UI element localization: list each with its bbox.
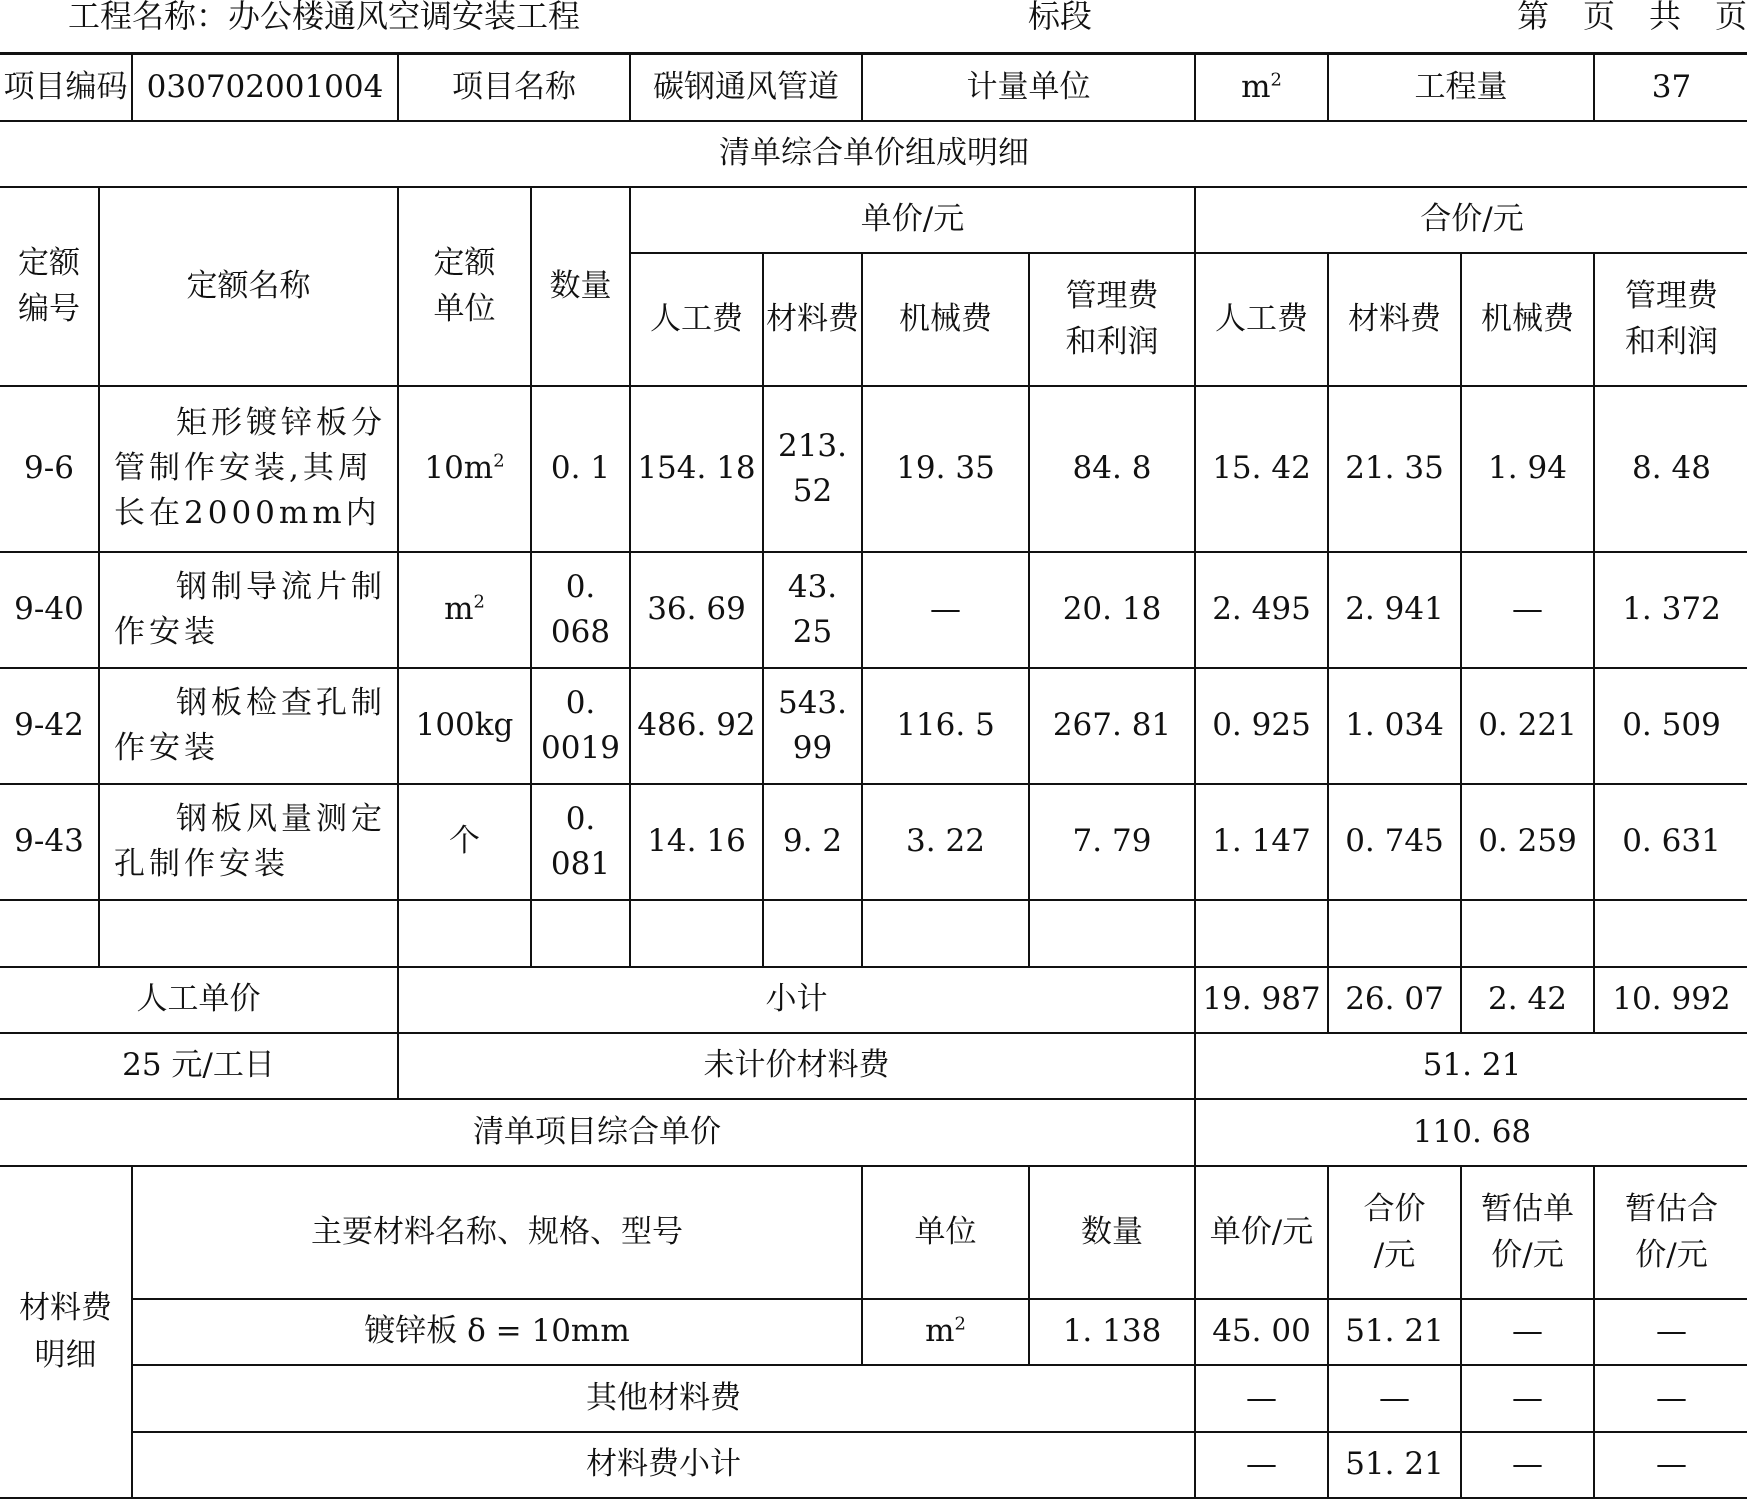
total-labor: 15. 42 (1195, 386, 1328, 552)
table-row (0, 668, 1747, 784)
quantity: 0. 081 (531, 784, 630, 900)
material-qty-header: 数量 (1029, 1166, 1195, 1299)
total-machine: 0. 221 (1461, 668, 1594, 784)
other-material-row (0, 1365, 1747, 1432)
page-word: 第 (1516, 0, 1549, 35)
empty-cell (1461, 900, 1594, 967)
unit-machine: — (862, 552, 1029, 668)
total-mgmt: 0. 509 (1594, 668, 1747, 784)
item-info-row (0, 54, 1747, 121)
unpriced-value: 51. 21 (1195, 1033, 1747, 1099)
unit-material: 213. 52 (763, 386, 862, 552)
empty-cell (398, 900, 531, 967)
quota-unit: 100kg (398, 668, 531, 784)
quota-code: 9-42 (0, 668, 99, 784)
materials-side-label: 材料费 明细 (0, 1166, 132, 1498)
empty-cell (862, 900, 1029, 967)
column-header-row (0, 187, 1747, 253)
sheet-header (0, 0, 1747, 52)
subtotal-material: 26. 07 (1328, 967, 1461, 1033)
unit-labor: 154. 18 (630, 386, 763, 552)
quantity-label: 工程量 (1328, 54, 1594, 121)
section-label: 标段 (1028, 0, 1093, 35)
other-material-est-total: — (1594, 1365, 1747, 1432)
quota-name: 钢板风量测定孔制作安装 (99, 784, 398, 900)
empty-cell (1594, 900, 1747, 967)
empty-cell (0, 900, 99, 967)
unit-mgmt: 20. 18 (1029, 552, 1195, 668)
unit-labor: 14. 16 (630, 784, 763, 900)
total-material: 0. 745 (1328, 784, 1461, 900)
total-price-header: 合价/元 (1195, 187, 1747, 253)
quota-unit: $10m^2$ (398, 386, 531, 552)
measure-unit: $m^2$ (1195, 54, 1328, 121)
table-row (0, 386, 1747, 552)
material-name-header: 主要材料名称、规格、型号 (132, 1166, 862, 1299)
total-mgmt: 1. 372 (1594, 552, 1747, 668)
quota-code: 9-40 (0, 552, 99, 668)
material-subtotal-price: — (1195, 1432, 1328, 1498)
total-material: 1. 034 (1328, 668, 1461, 784)
item-code-label: 项目编码 (0, 54, 132, 121)
table-row (0, 552, 1747, 668)
empty-cell (1328, 900, 1461, 967)
unit-mgmt: 7. 79 (1029, 784, 1195, 900)
composite-row (0, 1099, 1747, 1166)
material-est-total-header: 暂估合 价/元 (1594, 1166, 1747, 1299)
other-material-total: — (1328, 1365, 1461, 1432)
other-material-est-price: — (1461, 1365, 1594, 1432)
unit-machine: 116. 5 (862, 668, 1029, 784)
quota-code: 9-43 (0, 784, 99, 900)
unit-labor: 486. 92 (630, 668, 763, 784)
total-material: 21. 35 (1328, 386, 1461, 552)
unpriced-label: 未计价材料费 (398, 1033, 1195, 1099)
item-code: 030702001004 (132, 54, 398, 121)
total-machine: — (1461, 552, 1594, 668)
page-indicator (1483, 0, 1747, 35)
detail-title: 清单综合单价组成明细 (0, 121, 1747, 187)
other-material-price: — (1195, 1365, 1328, 1432)
subtotal-row (0, 967, 1747, 1033)
page-word: 共 (1648, 0, 1681, 35)
composite-label: 清单项目综合单价 (0, 1099, 1195, 1166)
unit-material: 9. 2 (763, 784, 862, 900)
unit-machine: 3. 22 (862, 784, 1029, 900)
material-unit: $m^2$ (862, 1299, 1029, 1365)
subtotal-mgmt: 10. 992 (1594, 967, 1747, 1033)
total-labor: 2. 495 (1195, 552, 1328, 668)
material-subtotal-row (0, 1432, 1747, 1498)
empty-cell (1195, 900, 1328, 967)
total-material: 2. 941 (1328, 552, 1461, 668)
total-machine: 0. 259 (1461, 784, 1594, 900)
quota-name: 矩形镀锌板分管制作安装,其周长在2000mm内 (99, 386, 398, 552)
unit-labor: 36. 69 (630, 552, 763, 668)
material-est-price: — (1461, 1299, 1594, 1365)
subtotal-labor: 19. 987 (1195, 967, 1328, 1033)
unit-machine: 19. 35 (862, 386, 1029, 552)
unit-material: 43. 25 (763, 552, 862, 668)
quota-name-header: 定额名称 (99, 187, 398, 386)
material-est-total: — (1594, 1299, 1747, 1365)
material-subtotal-label: 材料费小计 (132, 1432, 1195, 1498)
quota-code: 9-6 (0, 386, 99, 552)
empty-cell (531, 900, 630, 967)
material-name: 镀锌板 δ = 10mm (132, 1299, 862, 1365)
material-price: 45. 00 (1195, 1299, 1328, 1365)
labor-rate-label: 人工单价 (0, 967, 398, 1033)
item-name: 碳钢通风管道 (630, 54, 862, 121)
empty-cell (1029, 900, 1195, 967)
material-qty: 1. 138 (1029, 1299, 1195, 1365)
unit-material: 543. 99 (763, 668, 862, 784)
unit-price-analysis-table (0, 52, 1747, 1499)
unit-material-header: 材料费 (763, 253, 862, 386)
subtotal-label: 小计 (398, 967, 1195, 1033)
total-mgmt-header: 管理费 和利润 (1594, 253, 1747, 386)
unit-mgmt: 84. 8 (1029, 386, 1195, 552)
page-word: 页 (1714, 0, 1747, 35)
subtotal-machine: 2. 42 (1461, 967, 1594, 1033)
material-subtotal-total: 51. 21 (1328, 1432, 1461, 1498)
material-row (0, 1299, 1747, 1365)
empty-cell (99, 900, 398, 967)
table-row (0, 784, 1747, 900)
total-material-header: 材料费 (1328, 253, 1461, 386)
quota-code-header: 定额编号 (0, 187, 99, 386)
page-word: 页 (1582, 0, 1615, 35)
empty-row (0, 900, 1747, 967)
measure-unit-label: 计量单位 (862, 54, 1195, 121)
total-labor: 1. 147 (1195, 784, 1328, 900)
total-machine-header: 机械费 (1461, 253, 1594, 386)
total-labor: 0. 925 (1195, 668, 1328, 784)
quantity: 0. 1 (531, 386, 630, 552)
unit-labor-header: 人工费 (630, 253, 763, 386)
unit-machine-header: 机械费 (862, 253, 1029, 386)
empty-cell (763, 900, 862, 967)
material-price-header: 单价/元 (1195, 1166, 1328, 1299)
material-est-price-header: 暂估单 价/元 (1461, 1166, 1594, 1299)
material-subtotal-est-total: — (1594, 1432, 1747, 1498)
empty-cell (630, 900, 763, 967)
materials-header-row (0, 1166, 1747, 1299)
quantity-header: 数量 (531, 187, 630, 386)
quota-name: 钢板检查孔制作安装 (99, 668, 398, 784)
quota-name: 钢制导流片制作安装 (99, 552, 398, 668)
labor-rate: 25 元/工日 (0, 1033, 398, 1099)
other-material-label: 其他材料费 (132, 1365, 1195, 1432)
quantity-value: 37 (1594, 54, 1747, 121)
material-subtotal-est-price: — (1461, 1432, 1594, 1498)
material-total-header: 合价 /元 (1328, 1166, 1461, 1299)
quota-unit: $m^2$ (398, 552, 531, 668)
quota-unit: 个 (398, 784, 531, 900)
quota-unit-header: 定额单位 (398, 187, 531, 386)
unit-mgmt: 267. 81 (1029, 668, 1195, 784)
unpriced-row (0, 1033, 1747, 1099)
unit-mgmt-header: 管理费 和利润 (1029, 253, 1195, 386)
total-mgmt: 8. 48 (1594, 386, 1747, 552)
material-unit-header: 单位 (862, 1166, 1029, 1299)
item-name-label: 项目名称 (398, 54, 630, 121)
total-mgmt: 0. 631 (1594, 784, 1747, 900)
total-machine: 1. 94 (1461, 386, 1594, 552)
project-name: 工程名称：办公楼通风空调安装工程 (68, 0, 581, 35)
quantity: 0. 0019 (531, 668, 630, 784)
composite-value: 110. 68 (1195, 1099, 1747, 1166)
quantity: 0. 068 (531, 552, 630, 668)
material-total: 51. 21 (1328, 1299, 1461, 1365)
total-labor-header: 人工费 (1195, 253, 1328, 386)
unit-price-header: 单价/元 (630, 187, 1195, 253)
